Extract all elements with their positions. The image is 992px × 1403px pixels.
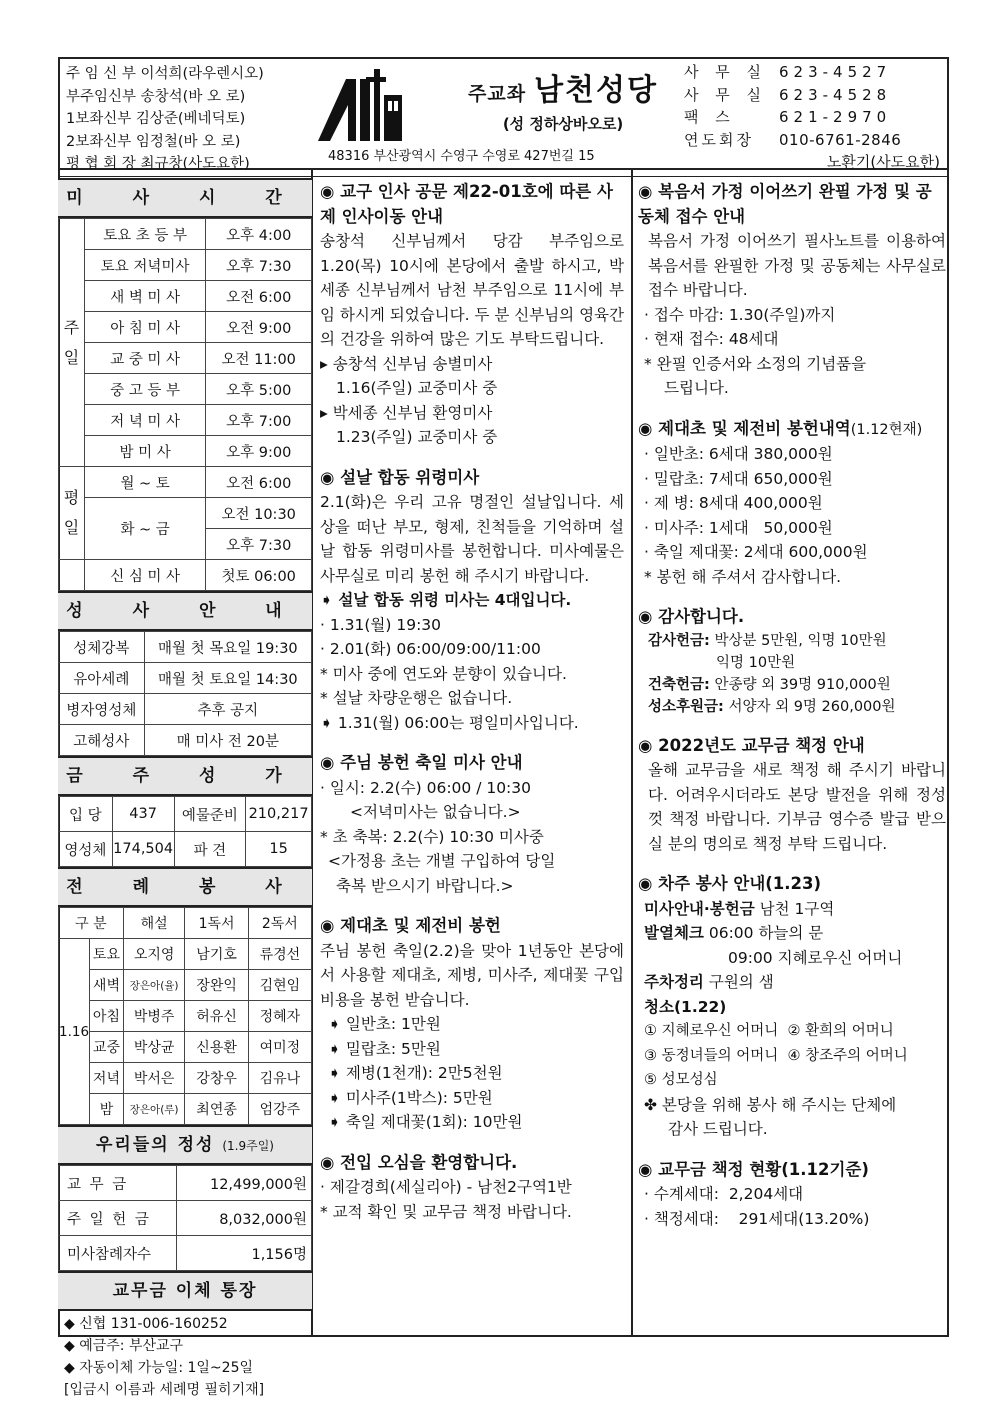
column-divider xyxy=(631,168,633,1337)
table-row: 주 일 토요 초 등 부 오후 4:00 xyxy=(59,219,312,250)
table-row: 병자영성체 추후 공지 xyxy=(59,694,312,725)
table-row: 입 당 437 예물준비 210,217 xyxy=(59,797,312,832)
staff-row: 부주임신부 송창석(바 오 로) xyxy=(66,88,246,105)
notice-title: ◉ 교구 인사 공문 제22-01호에 따른 사제 인사이동 안내 xyxy=(320,182,613,226)
bank-title: 교무금 이체 통장 xyxy=(58,1271,312,1311)
notice-body: 송창석 신부님께서 당감 부주임으로 1.20(목) 10시에 본당에서 출발 하시고, 박세종 신부님께서 남천 부주임으로 11시에 부임 하시게 되었습니다. 두 분 신부님의 영육간의 건강을 위하여 많은 기도 부탁드립니다. xyxy=(320,232,625,348)
table-row: 교중 박상균 신용환 여미정 xyxy=(59,1032,312,1063)
staff-row: 평 협 회 장 최규창(사도요한) xyxy=(66,156,250,172)
table-row: 구 분 해설 1독서 2독서 xyxy=(59,908,312,939)
notice-title: ◉ 전입 오심을 환영합니다. xyxy=(320,1152,518,1172)
notice-title: ◉ 제대초 및 제전비 봉헌내역(1.12현재) xyxy=(638,418,923,438)
notice-body: 주님 봉헌 축일(2.2)을 맞아 1년동안 본당에서 사용할 제대초, 제병, 미사주, 제대꽃 구입 비용을 봉헌 받습니다. xyxy=(320,941,624,1009)
notice-title: ◉ 감사합니다. xyxy=(638,607,745,626)
table-row: 1.16 토요 오지영 남기호 류경선 xyxy=(59,939,312,970)
sacraments-title: 성 사 안 내 xyxy=(58,591,312,631)
volunteer-list: 미사안내·봉헌금 남천 1구역 발열체크 06:00 하늘의 문 09:00 지혜로우신 어머니 주차정리 구원의 샘 청소(1.22) ① 지혜로우신 어머니 ② 환희의 어머니 ③ 동정녀들의 어머니 ④ 창조주의 어머니 ⑤ 성모성심 ✤ 본당을 위해 봉사 해 주시는 단체에 감사 드립니다. xyxy=(644,899,908,1138)
mass-times-table xyxy=(58,218,312,591)
table-row: 교 무 금 12,499,000원 xyxy=(59,1166,312,1201)
notice-title: ◉ 주님 봉헌 축일 미사 안내 xyxy=(320,753,523,772)
table-row: 아 침 미 사 오전 9:00 xyxy=(59,312,312,343)
table-row: 오후 7:30 xyxy=(59,529,312,560)
church-logo-icon xyxy=(316,65,408,145)
staff-row: 2보좌신부 임정철(바 오 로) xyxy=(66,133,241,150)
left-column xyxy=(58,168,312,1401)
table-row: 신 심 미 사 첫토 06:00 xyxy=(59,560,312,591)
staff-row: 1보좌신부 김상준(베네딕토) xyxy=(66,111,246,127)
table-row: 밤 미 사 오후 9:00 xyxy=(59,436,312,467)
notice-title: ◉ 제대초 및 제전비 봉헌 xyxy=(320,916,501,935)
notice-title: ◉ 2022년도 교무금 책정 안내 xyxy=(638,735,865,755)
staff-row: 주 임 신 부 이석희(라우렌시오) xyxy=(66,66,264,82)
staff-list xyxy=(66,63,326,176)
table-row: 새 벽 미 사 오전 6:00 xyxy=(59,281,312,312)
church-address: 48316 부산광역시 수영구 수영로 427번길 15 xyxy=(328,149,595,164)
notice-title: ◉ 차주 봉사 안내(1.23) xyxy=(638,874,822,893)
hymns-table xyxy=(58,796,312,867)
table-row: 유아세례 매월 첫 토요일 14:30 xyxy=(59,663,312,694)
offering-title: 우리들의 정성 (1.9주일) xyxy=(58,1125,312,1165)
notice-title: ◉ 복음서 가정 이어쓰기 완필 가정 및 공동체 접수 안내 xyxy=(638,182,932,226)
thanks-list: 감사헌금: 박상분 5만원, 익명 10만원 익명 10만원 건축헌금: 안종량 외 39명 910,000원 성소후원금: 서양자 외 9명 260,000원 xyxy=(648,632,896,715)
notice-title: ◉ 설날 합동 위령미사 xyxy=(320,467,480,487)
table-row: 화 ~ 금 오전 10:30 xyxy=(59,498,312,529)
liturgy-title: 전 례 봉 사 xyxy=(58,867,312,907)
table-row: 영성체 174,504 파 견 15 xyxy=(59,832,312,867)
right-column: ◉ 복음서 가정 이어쓰기 완필 가정 및 공동체 접수 안내 복음서 가정 이어쓰기 필사노트를 이용하여 복음서를 완필한 가정 및 공동체는 사무실로 접수 바랍니다. · 접수 마감: 1.30(주일)까지 · 현재 접수: 48세대 * 완필 인증서와 소정의 기념품을 드립니다. ◉ 제대초 및 제전비 봉헌내역(1.12현재) · 일반초: 6세대 380,000원 · 밀랍초: 7세대 650,000원 · 제 병: 8세대 400,000원 · 미사주: 1세대 50,000원 · 축일 제대꽃: 2세대 600,000원 * 봉헌 해 주셔서 감사합니다. ◉ 감사합니다. 감사헌금: 박상분 5만원, 익명 10만원 익명 10만원 건축헌금: 안종량 외 39명 910,000원 성소후원금: 서양자 외 9명 260,000원 ◉ 2022년도 교무금 책정 안내 올해 교무금을 새로 책정 해 주시기 바랍니다. 어려우시더라도 본당 발전을 위해 정성껏 책정 바랍니다. 기부금 영수증 발급 받으실 분의 명의로 책정 부탁 드립니다. ◉ 차주 봉사 안내(1.23) 미사안내·봉헌금 남천 1구역 발열체크 06:00 하늘의 문 09:00 지혜로우신 어머니 주차정리 구원의 샘 청소(1.22) ① 지혜로우신 어머니 ② 환희의 어머니 ③ 동정녀들의 어머니 ④ 창조주의 어머니 ⑤ 성모성심 ✤ 본당을 위해 봉사 해 주시는 단체에 감사 드립니다. ◉ 교무금 책정 현황(1.12기준) · 수계세대: 2,204세대 · 책정세대: 291세대(13.20%) xyxy=(638,182,946,1228)
contact-name: 노환기(사도요한) xyxy=(826,153,940,171)
table-row: 아침 박병주 허유신 정혜자 xyxy=(59,1001,312,1032)
table-row: 미사참례자수 1,156명 xyxy=(59,1236,312,1271)
contact-list: 사 무 실 623-4527 사 무 실 623-4528 팩 스 621-2970 연도회장 010-6761-2846 노환기(사도요한) xyxy=(684,61,946,174)
hymns-title: 금 주 성 가 xyxy=(58,756,312,796)
liturgy-table xyxy=(58,907,312,1125)
table-row: 중 고 등 부 오후 5:00 xyxy=(59,374,312,405)
table-row: 주 일 헌 금 8,032,000원 xyxy=(59,1201,312,1236)
bank-info: ◆ 신협 131-006-160252 ◆ 예금주: 부산교구 ◆ 자동이체 가능일: 1일~25일 [입금시 이름과 세례명 필히기재] xyxy=(64,1316,265,1398)
notice-title: ◉ 교무금 책정 현황(1.12기준) xyxy=(638,1159,869,1179)
table-row: 새벽 장은아(율) 장완익 김현임 xyxy=(59,970,312,1001)
table-row: 토요 저녁미사 오후 7:30 xyxy=(59,250,312,281)
church-title: 주교좌 남천성당 (성 정하상바오로) xyxy=(468,73,658,133)
mass-times-title: 미 사 시 간 xyxy=(58,178,312,218)
notice-body: 올해 교무금을 새로 책정 해 주시기 바랍니다. 어려우시더라도 본당 발전을 위해 정성껏 책정 바랍니다. 기부금 영수증 발급 받으실 분의 명의로 책정 부탁 드립니다. xyxy=(648,761,946,853)
table-row: 밤 장은아(루) 최연종 엄강주 xyxy=(59,1094,312,1125)
notice-body: 2.1(화)은 우리 고유 명절인 설날입니다. 세상을 떠난 부모, 형제, 친척들을 기억하며 설날 합동 위령미사를 봉헌합니다. 미사예물은 사무실로 미리 봉헌 해 주시기 바랍니다. xyxy=(320,493,624,585)
offering-table xyxy=(58,1165,312,1271)
sacraments-table xyxy=(58,631,312,756)
table-row: 저 녁 미 사 오후 7:00 xyxy=(59,405,312,436)
table-row: 평 일 월 ~ 토 오전 6:00 xyxy=(59,467,312,498)
table-row: 저녁 박서은 강창우 김유나 xyxy=(59,1063,312,1094)
table-row: 성체강복 매월 첫 목요일 19:30 xyxy=(59,632,312,663)
notice-body: 복음서 가정 이어쓰기 필사노트를 이용하여 복음서를 완필한 가정 및 공동체는 사무실로 접수 바랍니다. xyxy=(648,232,946,299)
bulletin-header xyxy=(58,57,949,170)
table-row: 교 중 미 사 오전 11:00 xyxy=(59,343,312,374)
table-row: 고해성사 매 미사 전 20분 xyxy=(59,725,312,756)
middle-column: ◉ 교구 인사 공문 제22-01호에 따른 사제 인사이동 안내 송창석 신부님께서 당감 부주임으로 1.20(목) 10시에 본당에서 출발 하시고, 박세종 신부님께서 남천 부주임으로 11시에 부임 하시게 되었습니다. 두 분 신부님의 영육간의 건강을 위하여 많은 기도 부탁드립니다. ▸ 송창석 신부님 송별미사 1.16(주일) 교중미사 중 ▸ 박세종 신부님 환영미사 1.23(주일) 교중미사 중 ◉ 설날 합동 위령미사 2.1(화)은 우리 고유 명절인 설날입니다. 세상을 떠난 부모, 형제, 친척들을 기억하며 설날 합동 위령미사를 봉헌합니다. 미사예물은 사무실로 미리 봉헌 해 주시기 바랍니다. ➧ 설날 합동 위령 미사는 4대입니다. · 1.31(월) 19:30 · 2.01(화) 06:00/09:00/11:00 * 미사 중에 연도와 분향이 있습니다. * 설날 차량운행은 없습니다. ➧ 1.31(월) 06:00는 평일미사입니다. ◉ 주님 봉헌 축일 미사 안내 · 일시: 2.2(수) 06:00 / 10:30 <저녁미사는 없습니다.> * 초 축복: 2.2(수) 10:30 미사중 <가정용 초는 개별 구입하여 당일 축복 받으시기 바랍니다.> ◉ 제대초 및 제전비 봉헌 주님 봉헌 축일(2.2)을 맞아 1년동안 본당에서 사용할 제대초, 제병, 미사주, 제대꽃 구입 비용을 봉헌 받습니다. ➧ 일반초: 1만원 ➧ 밀랍초: 5만원 ➧ 제병(1천개): 2만5천원 ➧ 미사주(1박스): 5만원 ➧ 축일 제대꽃(1회): 10만원 ◉ 전입 오심을 환영합니다. · 제갈경희(세실리아) - 남천2구역1반 * 교적 확인 및 교무금 책정 바랍니다. xyxy=(320,182,625,1221)
